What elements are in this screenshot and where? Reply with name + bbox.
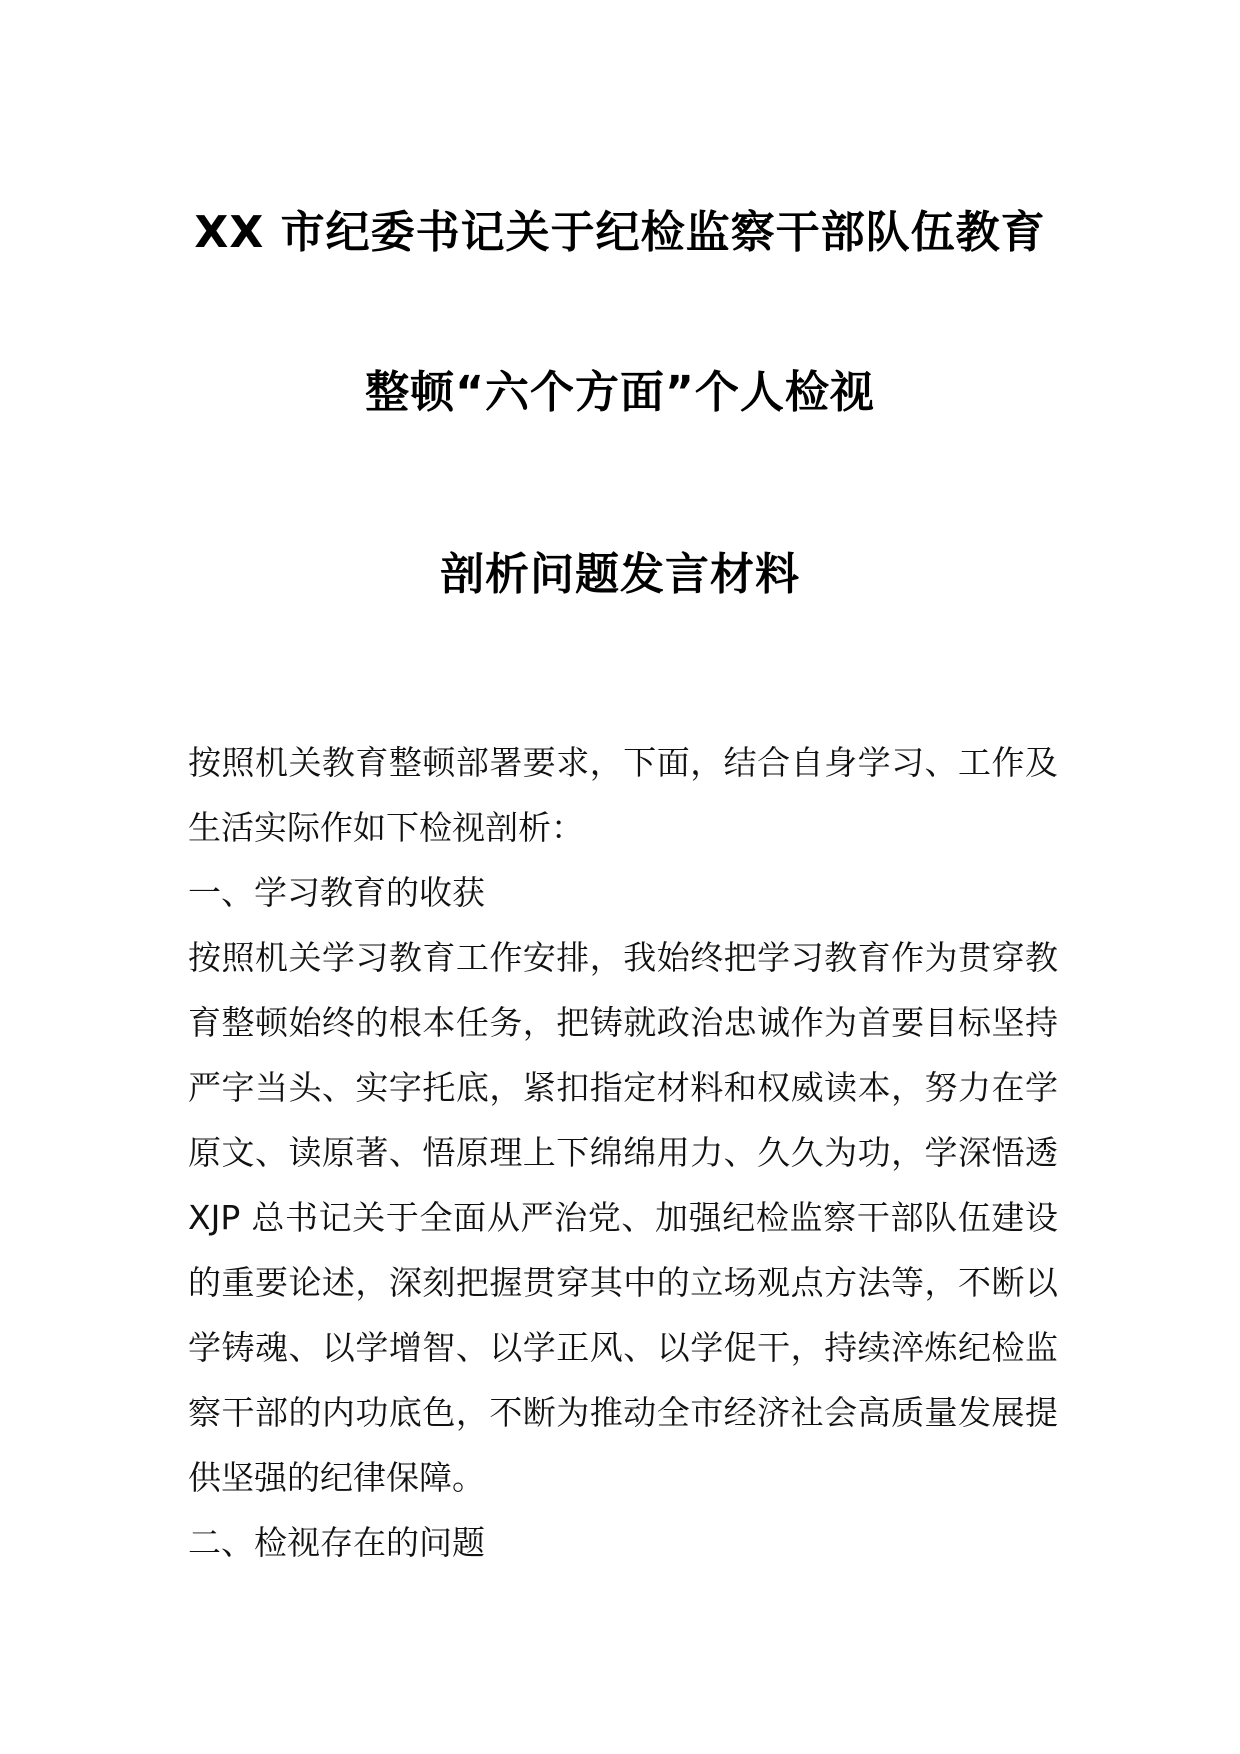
section-1-heading: 一、学习教育的收获 <box>188 873 485 912</box>
section-1-paragraph: 按照机关学习教育工作安排，我始终把学习教育作为贯穿教育整顿始终的根本任务，把铸就政治忠诚作为首要目标坚持严字当头、实字托底，紧扣指定材料和权威读本，努力在学原文、读原著、悟原理上下绵绵用力、久久为功，学深悟透 XJP 总书记关于全面从严治党、加强纪检监察干部队伍建设的重要论述，深刻把握贯穿其中的立场观点方法等，不断以学铸魂、以学增智、以学正风、以学促干，持续淬炼纪检监察干部的内功底色，不断为推动全市经济社会高质量发展提供坚强的纪律保障。 <box>188 938 1058 1497</box>
intro-paragraph: 按照机关教育整顿部署要求，下面，结合自身学习、工作及生活实际作如下检视剖析： <box>188 743 1058 847</box>
section-2-heading: 二、检视存在的问题 <box>188 1523 485 1562</box>
document-body <box>188 730 1058 1575</box>
document-title-line-3: 剖析问题发言材料 <box>440 549 800 600</box>
document-title-line-1: XX 市纪委书记关于纪检监察干部队伍教育 <box>194 207 1046 258</box>
document-title-line-2: 整顿“六个方面”个人检视 <box>365 367 875 418</box>
